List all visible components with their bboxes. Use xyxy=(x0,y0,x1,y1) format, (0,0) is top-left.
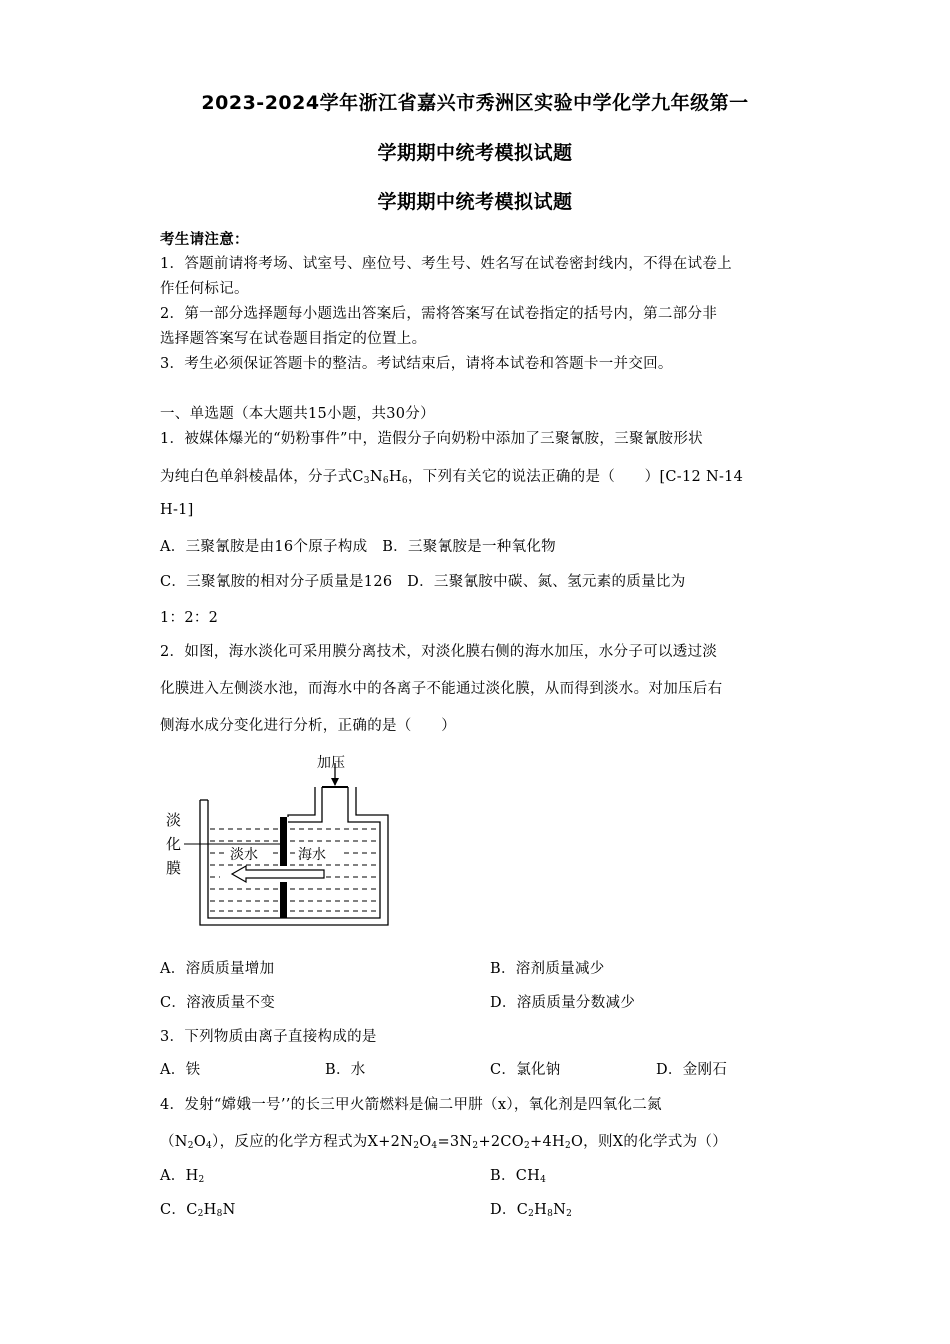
q3-option-b: B．水 xyxy=(325,1062,366,1078)
q1-options-cd: C．三聚氰胺的相对分子质量是126 D．三聚氰胺中碳、氮、氢元素的质量比为 xyxy=(160,574,686,590)
membrane-label-3: 膜 xyxy=(166,859,182,877)
notice-item1-line2: 作任何标记。 xyxy=(160,281,249,297)
sea-water-label: 海水 xyxy=(298,847,326,863)
exam-title-line3: 学期期中统考模拟试题 xyxy=(377,191,573,213)
q2-option-a: A．溶质质量增加 xyxy=(160,961,275,977)
q2-stem-line2: 化膜进入左侧淡水池，而海水中的各离子不能通过淡化膜，从而得到淡水。对加压后右 xyxy=(160,681,723,697)
notice-heading: 考生请注意： xyxy=(160,231,249,248)
pressure-label: 加压 xyxy=(317,755,345,771)
q4-option-d: D．$C_2H_8N_2$ xyxy=(490,1202,573,1219)
q2-option-b: B．溶剂质量减少 xyxy=(490,961,605,977)
membrane-label-2: 化 xyxy=(166,835,182,853)
exam-title-line2: 学期期中统考模拟试题 xyxy=(377,142,573,164)
q3-option-a: A．铁 xyxy=(160,1062,201,1078)
exam-title-line1: 2023-2024学年浙江省嘉兴市秀洲区实验中学化学九年级第一 xyxy=(201,92,749,114)
q3-stem: 3．下列物质由离子直接构成的是 xyxy=(160,1029,377,1045)
q4-stem-line2: $(N_2O_4)$，反应的化学方程式为$X+2N_2O_4=3N_2+2CO_2+4H_2O$，则X的化学式为（） xyxy=(160,1134,727,1151)
q3-option-d: D．金刚石 xyxy=(656,1062,728,1078)
q2-option-c: C．溶液质量不变 xyxy=(160,995,275,1011)
q3-option-c: C．氯化钠 xyxy=(490,1062,561,1078)
q4-option-c: C．$C_2H_8N$ xyxy=(160,1202,236,1219)
desalination-diagram xyxy=(160,745,400,930)
q2-stem-line3: 侧海水成分变化进行分析，正确的是（ ） xyxy=(160,718,456,734)
q4-option-a: A．$H_2$ xyxy=(160,1168,205,1185)
membrane-label-1: 淡 xyxy=(166,811,182,829)
q1-stem-line1: 1．被媒体爆光的“奶粉事件”中，造假分子向奶粉中添加了三聚氰胺，三聚氰胺形状 xyxy=(160,431,703,447)
notice-item2-line1: 2．第一部分选择题每小题选出答案后，需将答案写在试卷指定的括号内，第二部分非 xyxy=(160,306,718,322)
q4-stem-line1: 4．发射“嫦娥一号’’的长三甲火箭燃料是偏二甲肼（x），氧化剂是四氧化二氮 xyxy=(160,1097,662,1113)
notice-item3: 3．考生必须保证答题卡的整洁。考试结束后，请将本试卷和答题卡一并交回。 xyxy=(160,356,673,372)
fresh-water-label: 淡水 xyxy=(230,847,258,863)
q1-stem-line2: 为纯白色单斜棱晶体，分子式$C_3N_6H_6$，下列有关它的说法正确的是（ ）[C-12 N-14 xyxy=(160,469,744,486)
section-heading: 一、单选题（本大题共15小题，共30分） xyxy=(160,406,435,422)
notice-item2-line2: 选择题答案写在试卷题目指定的位置上。 xyxy=(160,331,427,347)
q1-stem-line3: H-1] xyxy=(160,502,194,518)
q1-option-d-cont: 1：2：2 xyxy=(160,610,219,626)
q2-option-d: D．溶质质量分数减少 xyxy=(490,995,636,1011)
q2-stem-line1: 2．如图，海水淡化可采用膜分离技术，对淡化膜右侧的海水加压，水分子可以透过淡 xyxy=(160,644,718,660)
notice-item1-line1: 1．答题前请将考场、试室号、座位号、考生号、姓名写在试卷密封线内，不得在试卷上 xyxy=(160,256,732,272)
q4-option-b: B．$CH_4$ xyxy=(490,1168,547,1185)
q1-options-ab: A．三聚氰胺是由16个原子构成 B．三聚氰胺是一种氧化物 xyxy=(160,539,556,555)
